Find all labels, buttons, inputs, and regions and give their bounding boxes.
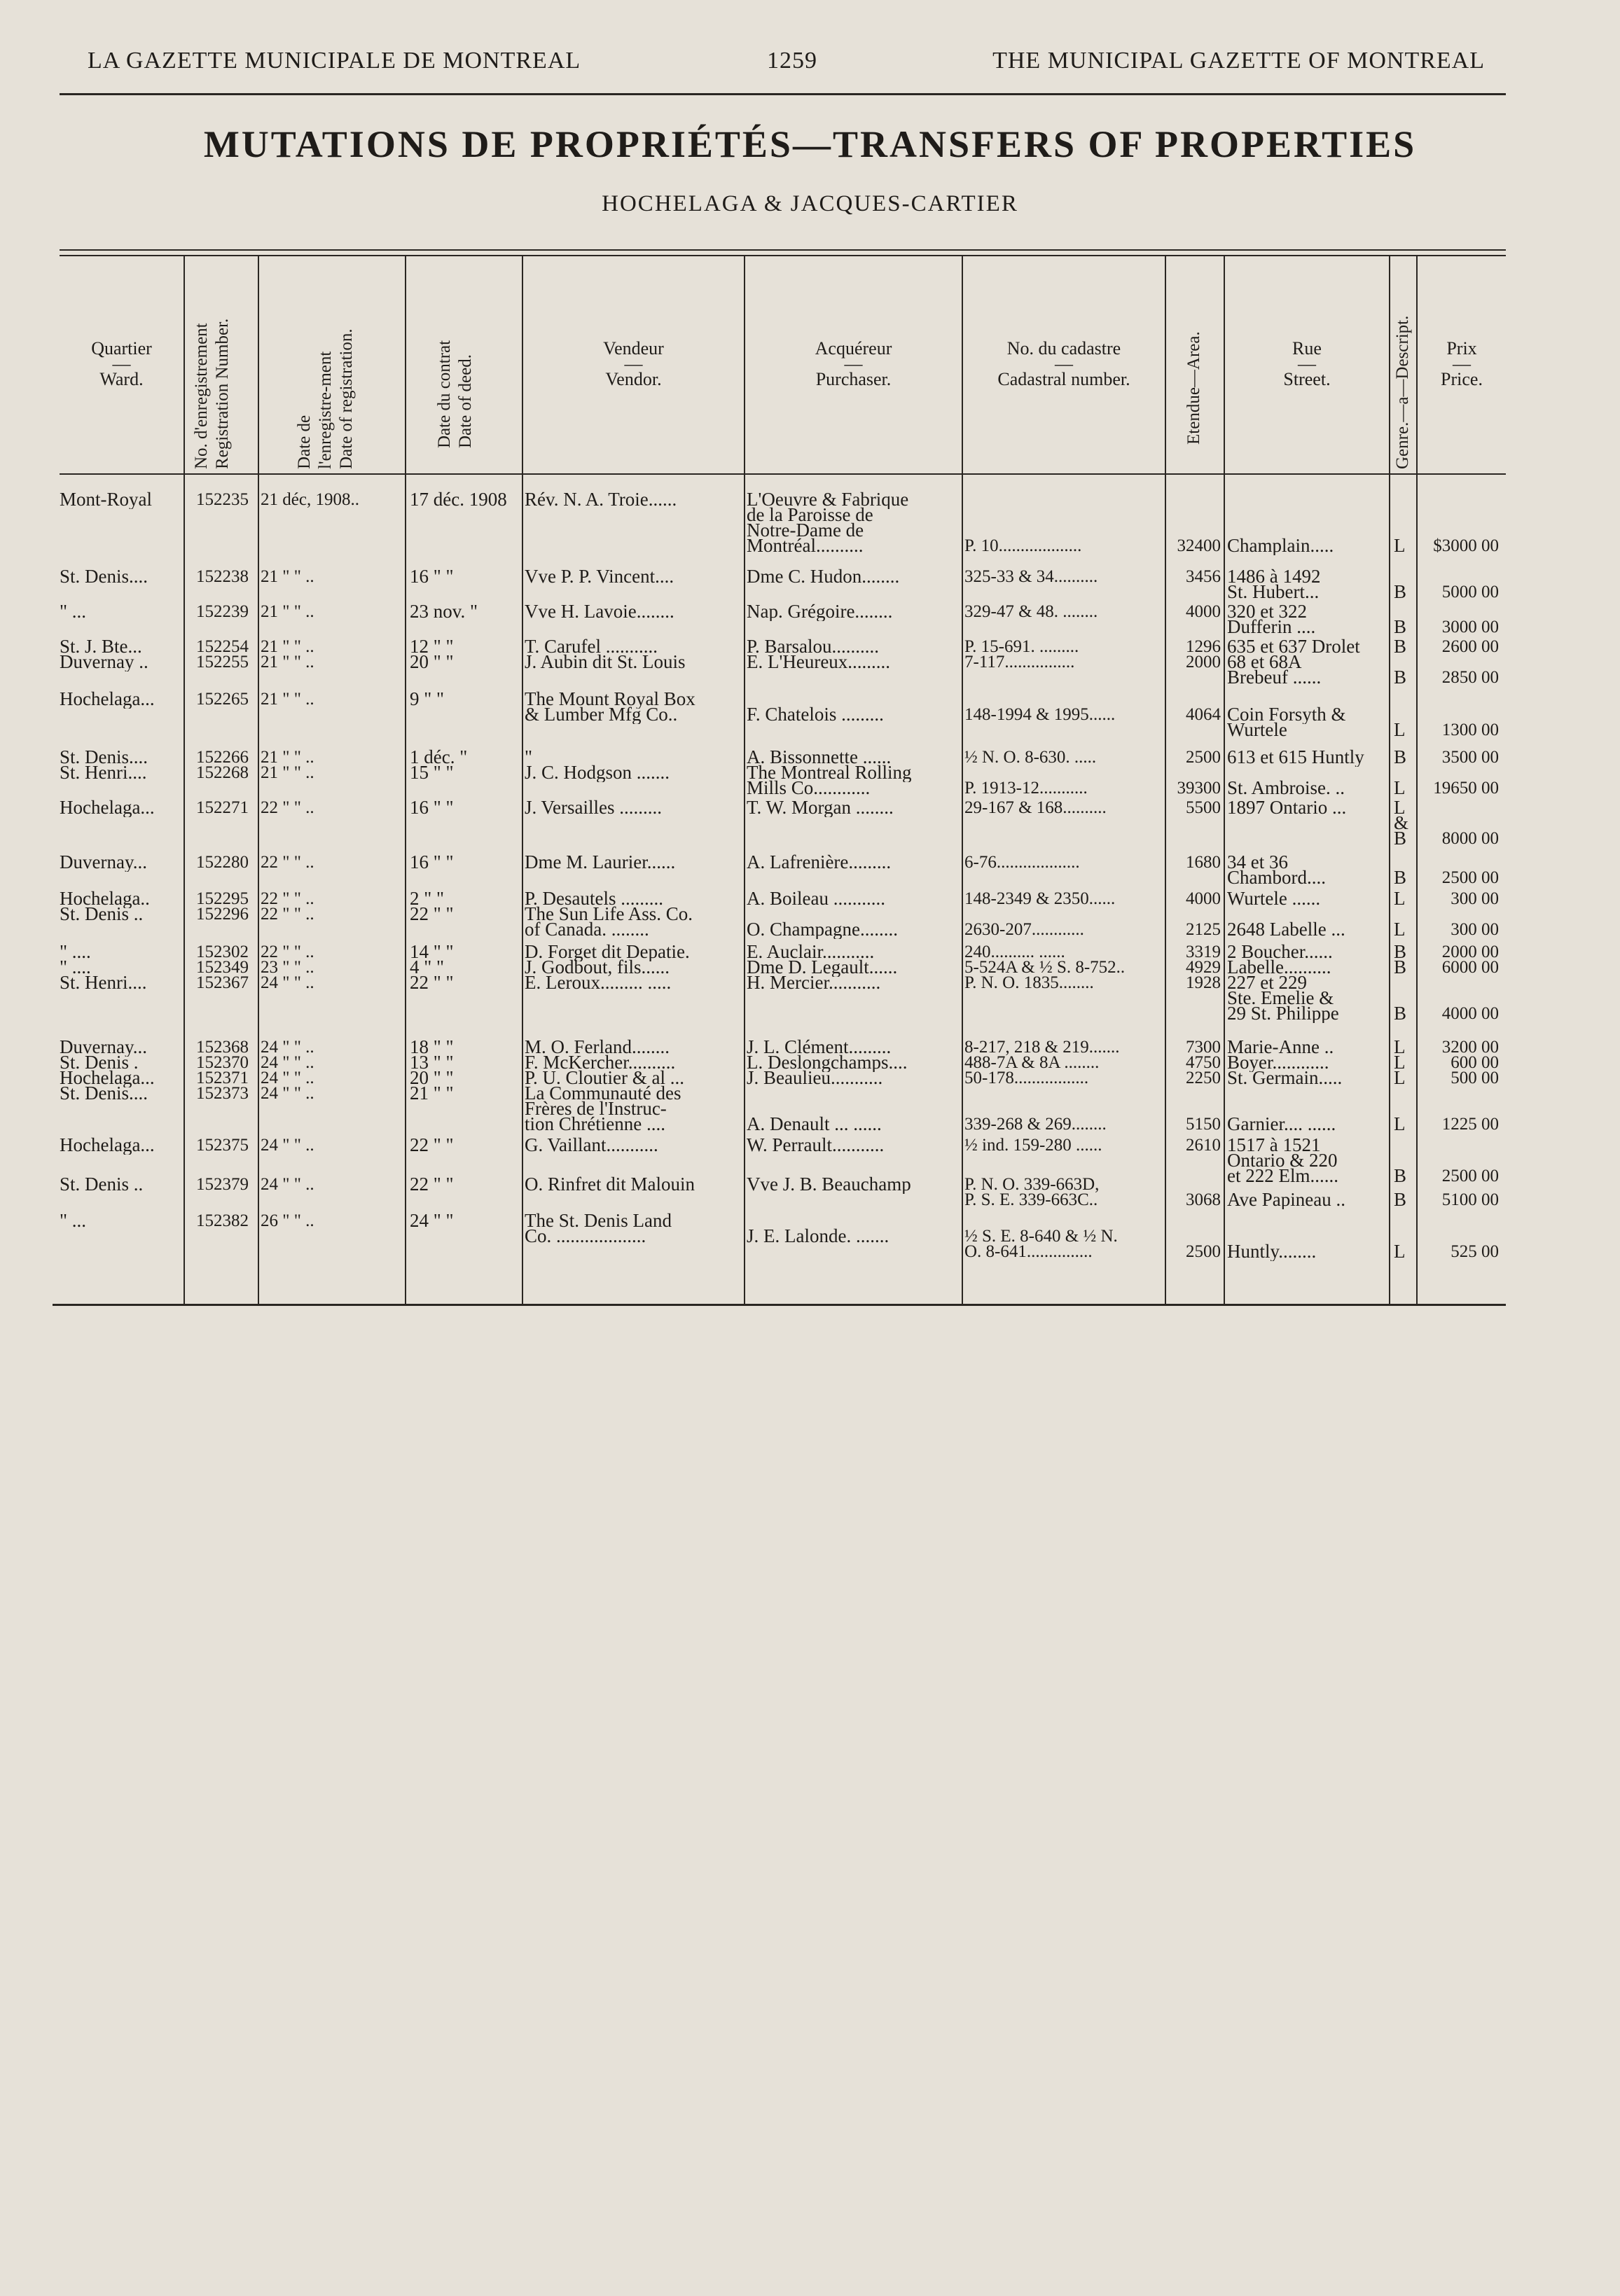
cell-street: Ste. Emelie &: [1227, 989, 1334, 1008]
cell-street: 2648 Labelle ...: [1227, 920, 1345, 939]
cell-price: 4000 00: [1441, 1004, 1499, 1023]
page-subtitle: HOCHELAGA & JACQUES-CARTIER: [602, 191, 1018, 216]
cell-deed: 23 nov. ": [410, 602, 478, 621]
cell-vendor: D. Forget dit Depatie.: [525, 942, 690, 961]
cell-street: 613 et 615 Huntly: [1227, 748, 1364, 767]
cell-vendor: J. C. Hodgson .......: [525, 763, 670, 782]
cell-area: 1296: [1186, 637, 1221, 656]
cell-price: 3500 00: [1441, 748, 1499, 767]
cell-vendor: The Mount Royal Box: [525, 690, 695, 709]
cell-area: 4929: [1186, 958, 1221, 977]
cell-regdate: 24 " " ..: [261, 973, 314, 992]
table-header-rule: [60, 473, 1506, 475]
cell-price: 5000 00: [1441, 583, 1499, 601]
cell-reg: 152379: [196, 1175, 249, 1194]
cell-ward: St. Denis .: [60, 1053, 139, 1072]
cell-ward: " ...: [60, 602, 87, 621]
cell-reg: 152265: [196, 690, 249, 709]
cell-area: 4000: [1186, 602, 1221, 621]
cell-price: 1300 00: [1441, 721, 1499, 739]
running-head: [88, 48, 1485, 83]
cell-street: Brebeuf ......: [1227, 668, 1322, 687]
cell-reg: 152255: [196, 653, 249, 672]
cell-regdate: 22 " " ..: [261, 798, 314, 817]
cell-reg: 152370: [196, 1053, 249, 1072]
cell-descript: B: [1394, 1167, 1407, 1185]
header-deed-date: Date du contrat Date of deed.: [435, 340, 475, 448]
cell-area: 7300: [1186, 1038, 1221, 1057]
cell-purchaser: L'Oeuvre & Fabrique: [747, 490, 909, 509]
cell-cadastral: 325-33 & 34..........: [964, 567, 1098, 586]
cell-deed: 12 " ": [410, 637, 454, 656]
cell-cadastral: 5-524A & ½ S. 8-752..: [964, 958, 1126, 977]
cell-area: 5150: [1186, 1115, 1221, 1134]
cell-reg: 152349: [196, 958, 249, 977]
cell-descript: L: [1394, 1038, 1406, 1057]
cell-price: 3000 00: [1441, 618, 1499, 636]
cell-reg: 152280: [196, 853, 249, 872]
cell-area: 4000: [1186, 889, 1221, 908]
cell-street: 227 et 229: [1227, 973, 1307, 992]
table-top-rule-2: [60, 255, 1506, 256]
cell-area: 2610: [1186, 1136, 1221, 1155]
cell-descript: &: [1394, 814, 1409, 833]
cell-deed: 17 déc. 1908: [410, 490, 507, 509]
cell-ward: Hochelaga...: [60, 798, 155, 817]
cell-street: 1486 à 1492: [1227, 567, 1321, 586]
cell-descript: B: [1394, 668, 1407, 687]
cell-vendor: La Communauté des: [525, 1084, 681, 1103]
cell-cadastral: 488-7A & 8A ........: [964, 1053, 1100, 1072]
cell-cadastral: 50-178.................: [964, 1069, 1089, 1087]
running-head-right: THE MUNICIPAL GAZETTE OF MONTREAL: [992, 48, 1485, 74]
cell-price: $3000 00: [1433, 536, 1499, 555]
cell-reg: 152367: [196, 973, 249, 992]
cell-reg: 152296: [196, 905, 249, 924]
cell-regdate: 24 " " ..: [261, 1038, 314, 1057]
header-descript: Genre.—a—Descript.: [1393, 315, 1412, 469]
cell-cadastral: 148-1994 & 1995......: [964, 705, 1116, 724]
cell-reg: 152368: [196, 1038, 249, 1057]
cell-purchaser: A. Lafrenière.........: [747, 853, 892, 872]
header-cadastral: No. du cadastre — Cadastral number.: [997, 338, 1130, 389]
cell-street: Marie-Anne ..: [1227, 1038, 1334, 1057]
cell-regdate: 21 " " ..: [261, 748, 314, 767]
cell-ward: " ....: [60, 942, 91, 961]
cell-regdate: 22 " " ..: [261, 853, 314, 872]
cell-descript: B: [1394, 1004, 1407, 1023]
cell-purchaser: J. Beaulieu...........: [747, 1069, 883, 1087]
cell-purchaser: E. Auclair...........: [747, 942, 875, 961]
cell-reg: 152254: [196, 637, 249, 656]
cell-descript: B: [1394, 1190, 1407, 1209]
cell-deed: 4 " ": [410, 958, 445, 977]
cell-reg: 152268: [196, 763, 249, 782]
cell-deed: 22 " ": [410, 973, 454, 992]
cell-descript: B: [1394, 942, 1407, 961]
cell-deed: 16 " ": [410, 853, 454, 872]
cell-price: 2500 00: [1441, 1167, 1499, 1185]
cell-area: 2250: [1186, 1069, 1221, 1087]
header-registration-number: No. d'enregistrement Registration Number.: [192, 318, 232, 469]
cell-vendor: J. Godbout, fils......: [525, 958, 670, 977]
cell-street: Chambord....: [1227, 868, 1326, 887]
cell-purchaser: P. Barsalou..........: [747, 637, 879, 656]
cell-ward: " ....: [60, 958, 91, 977]
cell-reg: 152235: [196, 490, 249, 509]
cell-reg: 152382: [196, 1211, 249, 1230]
cell-street: Labelle..........: [1227, 958, 1331, 977]
cell-area: 2000: [1186, 653, 1221, 672]
cell-street: 1517 à 1521: [1227, 1136, 1321, 1155]
cell-purchaser: A. Denault ... ......: [747, 1115, 882, 1134]
cell-descript: L: [1394, 1115, 1406, 1134]
cell-cadastral: P. 15-691. .........: [964, 637, 1079, 656]
header-purchaser: Acquéreur — Purchaser.: [815, 338, 892, 389]
cell-reg: 152302: [196, 942, 249, 961]
cell-purchaser: J. L. Clément.........: [747, 1038, 892, 1057]
cell-regdate: 26 " " ..: [261, 1211, 314, 1230]
cell-street: Boyer............: [1227, 1053, 1329, 1072]
cell-vendor: J. Versailles .........: [525, 798, 662, 817]
page-title: MUTATIONS DE PROPRIÉTÉS—TRANSFERS OF PROPERTIES: [203, 123, 1417, 165]
cell-descript: L: [1394, 1069, 1406, 1087]
cell-cadastral: 339-268 & 269........: [964, 1115, 1107, 1134]
cell-price: 8000 00: [1441, 829, 1499, 848]
cell-cadastral: 29-167 & 168..........: [964, 798, 1107, 817]
cell-purchaser: L. Deslongchamps....: [747, 1053, 908, 1072]
cell-vendor: Vve H. Lavoie........: [525, 602, 674, 621]
running-head-left: LA GAZETTE MUNICIPALE DE MONTREAL: [88, 48, 581, 74]
cell-descript: B: [1394, 637, 1407, 656]
cell-price: 600 00: [1451, 1053, 1499, 1072]
cell-area: 1928: [1186, 973, 1221, 992]
cell-purchaser: A. Bissonnette ......: [747, 748, 892, 767]
cell-area: 1680: [1186, 853, 1221, 872]
cell-ward: Hochelaga...: [60, 1069, 155, 1087]
cell-price: 2600 00: [1441, 637, 1499, 656]
cell-purchaser: T. W. Morgan ........: [747, 798, 894, 817]
cell-regdate: 22 " " ..: [261, 889, 314, 908]
cell-deed: 21 " ": [410, 1084, 454, 1103]
cell-price: 2000 00: [1441, 942, 1499, 961]
cell-regdate: 24 " " ..: [261, 1069, 314, 1087]
cell-street: 1897 Ontario ...: [1227, 798, 1347, 817]
cell-street: St. Hubert...: [1227, 583, 1320, 601]
cell-deed: 14 " ": [410, 942, 454, 961]
cell-area: 2125: [1186, 920, 1221, 939]
cell-descript: B: [1394, 618, 1407, 636]
cell-deed: 24 " ": [410, 1211, 454, 1230]
cell-purchaser: E. L'Heureux.........: [747, 653, 891, 672]
cell-purchaser: Dme C. Hudon........: [747, 567, 900, 586]
table-top-rule: [60, 249, 1506, 251]
cell-ward: Duvernay ..: [60, 653, 148, 672]
cell-cadastral: 329-47 & 48. ........: [964, 602, 1098, 621]
cell-purchaser: J. E. Lalonde. .......: [747, 1227, 889, 1246]
cell-purchaser: F. Chatelois .........: [747, 705, 884, 724]
cell-descript: L: [1394, 798, 1406, 817]
cell-price: 525 00: [1451, 1242, 1499, 1261]
cell-vendor: O. Rinfret dit Malouin: [525, 1175, 695, 1194]
cell-vendor: E. Leroux......... .....: [525, 973, 672, 992]
cell-area: 39300: [1177, 779, 1221, 798]
cell-area: 5500: [1186, 798, 1221, 817]
page-number: 1259: [767, 48, 817, 74]
cell-purchaser: Notre-Dame de: [747, 521, 864, 540]
cell-reg: 152371: [196, 1069, 249, 1087]
cell-street: Champlain.....: [1227, 536, 1334, 555]
cell-ward: Mont-Royal: [60, 490, 152, 509]
cell-ward: St. Henri....: [60, 763, 147, 782]
cell-price: 500 00: [1451, 1069, 1499, 1087]
cell-reg: 152373: [196, 1084, 249, 1103]
cell-deed: 18 " ": [410, 1038, 454, 1057]
cell-street: Ave Papineau ..: [1227, 1190, 1345, 1209]
cell-deed: 15 " ": [410, 763, 454, 782]
cell-ward: Hochelaga...: [60, 1136, 155, 1155]
cell-descript: L: [1394, 779, 1406, 798]
cell-street: 29 St. Philippe: [1227, 1004, 1339, 1023]
cell-street: 635 et 637 Drolet: [1227, 637, 1360, 656]
cell-reg: 152295: [196, 889, 249, 908]
cell-ward: Hochelaga...: [60, 690, 155, 709]
cell-vendor: Dme M. Laurier......: [525, 853, 676, 872]
cell-street: Coin Forsyth &: [1227, 705, 1346, 724]
cell-area: 32400: [1177, 536, 1221, 555]
cell-ward: St. Denis....: [60, 1084, 148, 1103]
cell-street: Wurtele ......: [1227, 889, 1321, 908]
cell-regdate: 21 déc, 1908..: [261, 490, 359, 509]
cell-ward: " ...: [60, 1211, 87, 1230]
table-bottom-rule: [53, 1304, 1506, 1306]
col-divider: [522, 256, 523, 1304]
cell-area: 3068: [1186, 1190, 1221, 1209]
cell-vendor: Frères de l'Instruc-: [525, 1099, 667, 1118]
cell-descript: B: [1394, 958, 1407, 977]
cell-regdate: 21 " " ..: [261, 602, 314, 621]
cell-area: 3319: [1186, 942, 1221, 961]
cell-ward: Hochelaga..: [60, 889, 150, 908]
cell-cadastral: 2630-207............: [964, 920, 1084, 939]
cell-ward: St. Denis....: [60, 748, 148, 767]
cell-cadastral: O. 8-641...............: [964, 1242, 1093, 1261]
cell-cadastral: 8-217, 218 & 219.......: [964, 1038, 1120, 1057]
cell-ward: St. Denis....: [60, 567, 148, 586]
cell-regdate: 21 " " ..: [261, 690, 314, 709]
cell-descript: L: [1394, 1242, 1406, 1261]
cell-price: 300 00: [1451, 920, 1499, 939]
cell-vendor: M. O. Ferland........: [525, 1038, 670, 1057]
col-divider: [1416, 256, 1418, 1304]
col-divider: [258, 256, 259, 1304]
header-price: Prix — Price.: [1441, 338, 1483, 389]
cell-reg: 152238: [196, 567, 249, 586]
cell-street: Huntly........: [1227, 1242, 1317, 1261]
cell-vendor: Co. ...................: [525, 1227, 646, 1246]
cell-street: 2 Boucher......: [1227, 942, 1333, 961]
cell-descript: B: [1394, 583, 1407, 601]
cell-purchaser: Nap. Grégoire........: [747, 602, 893, 621]
cell-regdate: 24 " " ..: [261, 1175, 314, 1194]
cell-deed: 20 " ": [410, 1069, 454, 1087]
cell-price: 1225 00: [1441, 1115, 1499, 1134]
cell-purchaser: W. Perrault...........: [747, 1136, 885, 1155]
cell-deed: 20 " ": [410, 653, 454, 672]
cell-ward: St. Henri....: [60, 973, 147, 992]
cell-descript: L: [1394, 920, 1406, 939]
cell-vendor: The St. Denis Land: [525, 1211, 672, 1230]
cell-price: 300 00: [1451, 889, 1499, 908]
col-divider: [1224, 256, 1225, 1304]
cell-descript: L: [1394, 1053, 1406, 1072]
cell-purchaser: O. Champagne........: [747, 920, 898, 939]
cell-ward: Duvernay...: [60, 853, 147, 872]
cell-regdate: 24 " " ..: [261, 1053, 314, 1072]
cell-street: Ontario & 220: [1227, 1151, 1338, 1170]
cell-purchaser: A. Boileau ...........: [747, 889, 885, 908]
cell-purchaser: Montréal..........: [747, 536, 864, 555]
cell-regdate: 21 " " ..: [261, 637, 314, 656]
cell-regdate: 23 " " ..: [261, 958, 314, 977]
header-ward: Quartier — Ward.: [91, 338, 152, 389]
cell-cadastral: 7-117................: [964, 653, 1075, 672]
cell-descript: L: [1394, 889, 1406, 908]
cell-area: 4750: [1186, 1053, 1221, 1072]
cell-cadastral: ½ N. O. 8-630. .....: [964, 748, 1097, 767]
cell-ward: St. Denis ..: [60, 1175, 144, 1194]
cell-price: 6000 00: [1441, 958, 1499, 977]
cell-ward: St. Denis ..: [60, 905, 144, 924]
cell-area: 3456: [1186, 567, 1221, 586]
cell-vendor: of Canada. ........: [525, 920, 649, 939]
cell-ward: Duvernay...: [60, 1038, 147, 1057]
cell-cadastral: P. 1913-12...........: [964, 779, 1088, 798]
cell-regdate: 21 " " ..: [261, 567, 314, 586]
cell-street: Wurtele: [1227, 721, 1287, 739]
cell-price: 19650 00: [1433, 779, 1499, 798]
col-divider: [405, 256, 406, 1304]
cell-street: Garnier.... ......: [1227, 1115, 1336, 1134]
cell-reg: 152239: [196, 602, 249, 621]
cell-purchaser: de la Paroisse de: [747, 506, 873, 524]
cell-vendor: Vve P. P. Vincent....: [525, 567, 674, 586]
cell-cadastral: 240.......... ......: [964, 942, 1065, 961]
cell-deed: 2 " ": [410, 889, 445, 908]
cell-deed: 16 " ": [410, 567, 454, 586]
cell-vendor: Rév. N. A. Troie......: [525, 490, 677, 509]
header-rule: [60, 93, 1506, 95]
cell-deed: 1 déc. ": [410, 748, 468, 767]
cell-reg: 152375: [196, 1136, 249, 1155]
cell-street: St. Germain.....: [1227, 1069, 1343, 1087]
cell-regdate: 22 " " ..: [261, 905, 314, 924]
cell-deed: 22 " ": [410, 905, 454, 924]
cell-vendor: G. Vaillant...........: [525, 1136, 658, 1155]
cell-purchaser: Dme D. Legault......: [747, 958, 898, 977]
cell-vendor: ": [525, 748, 533, 767]
cell-street: et 222 Elm......: [1227, 1167, 1338, 1185]
cell-cadastral: P. N. O. 339-663D,: [964, 1175, 1100, 1194]
cell-descript: B: [1394, 748, 1407, 767]
cell-descript: B: [1394, 868, 1407, 887]
cell-vendor: P. Desautels .........: [525, 889, 663, 908]
header-street: Rue — Street.: [1283, 338, 1331, 389]
cell-street: St. Ambroise. ..: [1227, 779, 1345, 798]
cell-deed: 9 " ": [410, 690, 445, 709]
cell-street: 320 et 322: [1227, 602, 1307, 621]
cell-vendor: F. McKercher..........: [525, 1053, 676, 1072]
cell-price: 2500 00: [1441, 868, 1499, 887]
cell-deed: 13 " ": [410, 1053, 454, 1072]
cell-purchaser: The Montreal Rolling: [747, 763, 912, 782]
cell-descript: L: [1394, 721, 1406, 739]
cell-deed: 16 " ": [410, 798, 454, 817]
cell-cadastral: P. 10...................: [964, 536, 1082, 555]
cell-area: 2500: [1186, 748, 1221, 767]
cell-regdate: 22 " " ..: [261, 942, 314, 961]
header-vendor: Vendeur — Vendor.: [603, 338, 664, 389]
cell-descript: L: [1394, 536, 1406, 555]
cell-vendor: The Sun Life Ass. Co.: [525, 905, 693, 924]
cell-purchaser: Vve J. B. Beauchamp: [747, 1175, 911, 1194]
cell-deed: 22 " ": [410, 1175, 454, 1194]
cell-street: Dufferin ....: [1227, 618, 1316, 636]
cell-regdate: 21 " " ..: [261, 653, 314, 672]
cell-price: 5100 00: [1441, 1190, 1499, 1209]
cell-deed: 22 " ": [410, 1136, 454, 1155]
cell-price: 2850 00: [1441, 668, 1499, 687]
cell-cadastral: 6-76...................: [964, 853, 1080, 872]
cell-street: 34 et 36: [1227, 853, 1288, 872]
cell-vendor: J. Aubin dit St. Louis: [525, 653, 686, 672]
cell-area: 2500: [1186, 1242, 1221, 1261]
cell-vendor: T. Carufel ...........: [525, 637, 658, 656]
cell-purchaser: H. Mercier...........: [747, 973, 881, 992]
header-registration-date: Date de l'enregistre-ment Date of registration.: [295, 328, 356, 469]
cell-regdate: 21 " " ..: [261, 763, 314, 782]
cell-cadastral: P. N. O. 1835........: [964, 973, 1094, 992]
cell-descript: B: [1394, 829, 1407, 848]
cell-cadastral: 148-2349 & 2350......: [964, 889, 1116, 908]
cell-regdate: 24 " " ..: [261, 1136, 314, 1155]
cell-street: 68 et 68A: [1227, 653, 1302, 672]
col-divider: [184, 256, 185, 1304]
cell-purchaser: Mills Co............: [747, 779, 871, 798]
cell-regdate: 24 " " ..: [261, 1084, 314, 1103]
cell-ward: St. J. Bte...: [60, 637, 142, 656]
cell-cadastral: P. S. E. 339-663C..: [964, 1190, 1098, 1209]
cell-price: 3200 00: [1441, 1038, 1499, 1057]
cell-reg: 152266: [196, 748, 249, 767]
cell-cadastral: ½ S. E. 8-640 & ½ N.: [964, 1227, 1118, 1246]
cell-cadastral: ½ ind. 159-280 ......: [964, 1136, 1102, 1155]
cell-vendor: tion Chrétienne ....: [525, 1115, 665, 1134]
cell-vendor: P. U. Cloutier & al ...: [525, 1069, 684, 1087]
header-area: Etendue—Area.: [1184, 331, 1203, 445]
cell-vendor: & Lumber Mfg Co..: [525, 705, 678, 724]
cell-reg: 152271: [196, 798, 249, 817]
cell-area: 4064: [1186, 705, 1221, 724]
